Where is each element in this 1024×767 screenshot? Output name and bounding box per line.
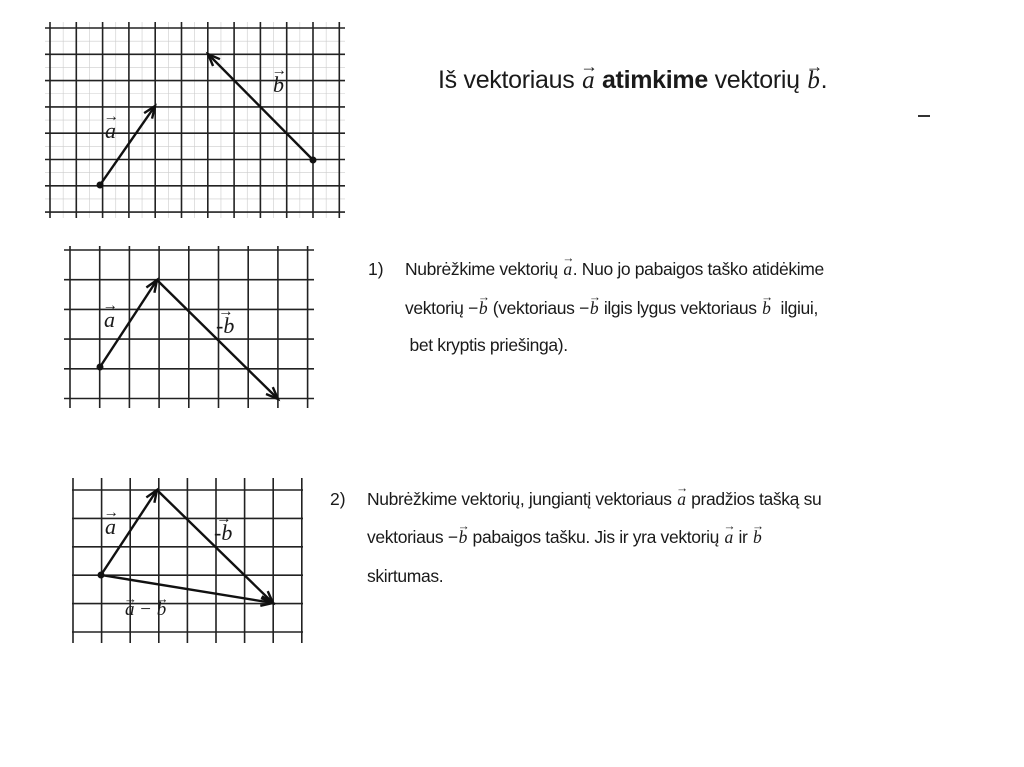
text-segment: vektorių − [405, 298, 478, 318]
vector-symbol: → b [806, 67, 820, 95]
step-1-number: 1) [368, 259, 384, 279]
vector-symbol: → b [458, 527, 468, 548]
d2-label-minus-b: → -b [215, 313, 235, 339]
step-1-line-2 [405, 298, 818, 319]
text-segment: Nubrėžkime vektorių [405, 259, 563, 279]
text-segment: Iš vektoriaus [438, 66, 582, 94]
decorative-dash [918, 115, 930, 117]
vector-symbol: → b [752, 527, 762, 548]
vector-symbol: → a [724, 527, 734, 548]
step-2-line-1 [367, 489, 821, 510]
text-segment: vektoriaus − [367, 527, 458, 547]
d1-label-b: → b [272, 72, 285, 98]
text-segment: pabaigos tašku. Jis ir yra vektorių [468, 527, 724, 547]
d3-label-a: → a [104, 514, 117, 540]
vector-symbol: → a [562, 259, 572, 280]
text-segment: vektorių [707, 66, 807, 94]
step-2-line-3 [367, 566, 443, 587]
text-segment: ir [733, 527, 752, 547]
text-segment: . [820, 66, 828, 94]
bold-text: atimkime [601, 66, 708, 94]
d2-vector-a-start-point [97, 364, 104, 371]
text-segment: ilgis lygus vektoriaus [599, 298, 762, 318]
slide-title [438, 66, 827, 95]
vector-symbol: → a [581, 67, 595, 95]
step-1-line-1 [405, 259, 824, 280]
d2-label-a: → a [103, 307, 116, 333]
text-segment: ilgiui, [771, 298, 818, 318]
step-2-line-2 [367, 527, 762, 548]
text-segment: . Nuo jo pabaigos taško atidėkime [572, 259, 824, 279]
text-segment: bet kryptis priešinga). [405, 335, 568, 355]
vector-symbol: → b [478, 298, 488, 319]
vector-symbol: → a [676, 489, 686, 510]
text-segment: (vektoriaus − [488, 298, 589, 318]
step-1-line-3 [405, 335, 568, 356]
d1-vector-a-start-point [97, 182, 104, 189]
vector-symbol: → b [761, 298, 771, 319]
d3-label-minus-b: → -b [213, 520, 233, 546]
d1-label-a: → a [104, 118, 117, 144]
d1-vector-b-start-point [310, 157, 317, 164]
text-segment: Nubrėžkime vektorių, jungiantį vektoriaus [367, 489, 677, 509]
text-segment: pradžios tašką su [686, 489, 822, 509]
d3-label-difference: → a − → b [124, 599, 167, 621]
vector-symbol: → b [589, 298, 599, 319]
text-segment: skirtumas. [367, 566, 444, 586]
step-2-number: 2) [330, 489, 346, 509]
